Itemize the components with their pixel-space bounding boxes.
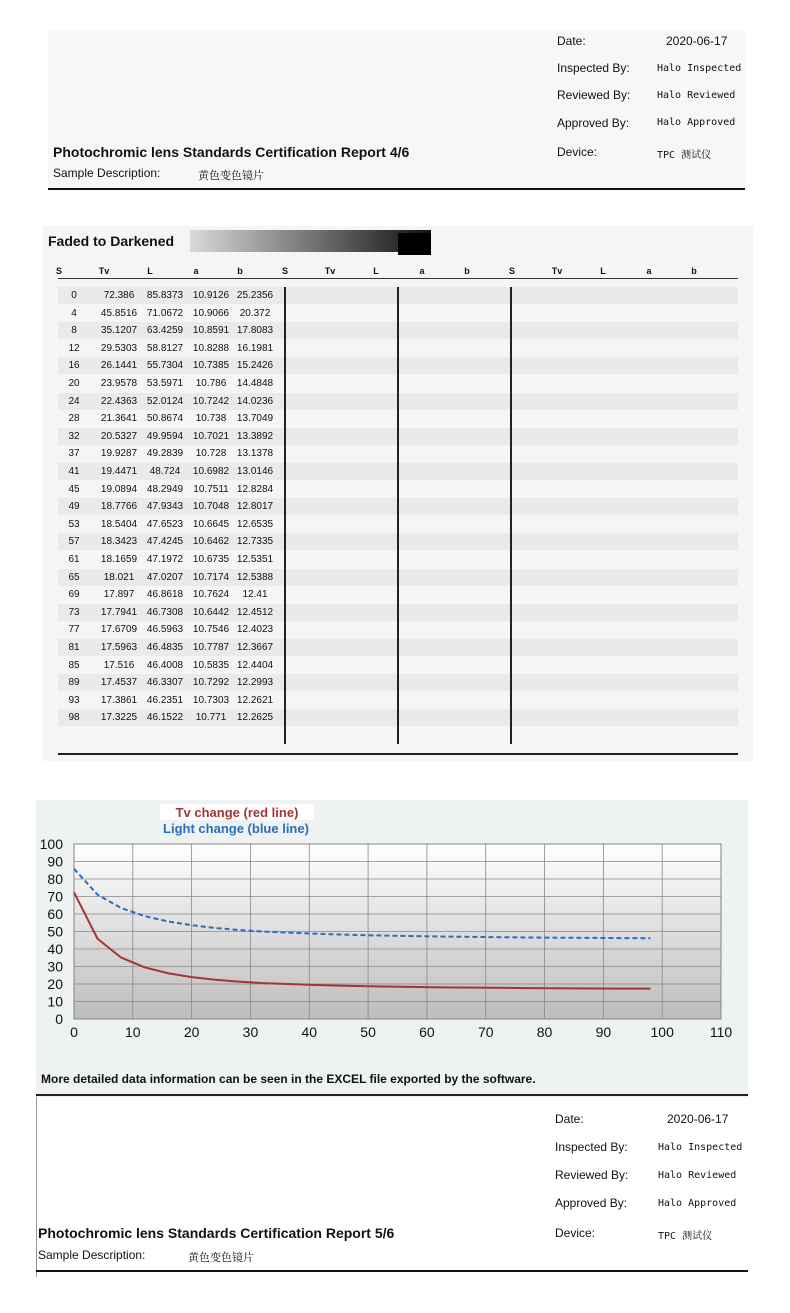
column-header: S — [55, 266, 62, 276]
table-cell: 55.7304 — [146, 360, 184, 372]
column-header: a — [646, 266, 652, 276]
table-cell: 49.9594 — [146, 430, 184, 442]
table-cell: 21.3641 — [100, 413, 138, 425]
column-header: S — [508, 266, 515, 276]
column-divider — [510, 287, 512, 744]
table-cell: 47.6523 — [146, 518, 184, 530]
x-tick-label: 80 — [536, 1024, 553, 1040]
y-tick-label: 90 — [47, 853, 63, 870]
y-tick-label: 30 — [47, 958, 63, 975]
x-tick-label: 10 — [125, 1024, 141, 1040]
table-cell: 12.5388 — [236, 571, 274, 583]
table-cell: 12 — [68, 342, 80, 354]
table-cell: 10.738 — [195, 413, 227, 425]
table-cell: 18.5404 — [100, 518, 138, 530]
table-cell: 14.4848 — [236, 378, 274, 389]
table-cell: 49 — [68, 501, 80, 513]
inspected-by-label: Inspected By: — [557, 61, 630, 75]
device-label: Device: — [557, 145, 598, 159]
table-cell: 10.771 — [195, 712, 227, 724]
gradient-bar — [190, 230, 431, 252]
table-cell: 19.4471 — [100, 466, 138, 477]
column-header: b — [237, 266, 243, 276]
column-header: Tv — [98, 266, 110, 276]
table-cell: 10.6645 — [192, 518, 230, 530]
table-cell: 46.2351 — [146, 694, 184, 706]
reviewed-by-label: Reviewed By: — [557, 88, 631, 102]
table-cell: 14.0236 — [236, 395, 274, 407]
table-cell: 17.7941 — [100, 606, 138, 618]
table-cell: 12.4023 — [236, 624, 274, 636]
table-cell: 35.1207 — [100, 325, 138, 337]
table-cell: 69 — [68, 589, 80, 601]
y-tick-label: 60 — [47, 906, 63, 922]
table-cell: 47.9343 — [146, 501, 184, 513]
table-cell: 13.1378 — [236, 448, 274, 460]
table-cell: 17.8083 — [236, 325, 274, 337]
table-cell: 17.516 — [103, 659, 135, 671]
report-title: Photochromic lens Standards Certification Report 4/6 — [53, 144, 410, 160]
column-header: a — [419, 266, 425, 276]
column-header: a — [193, 266, 199, 276]
table-cell: 0 — [71, 290, 77, 301]
header-divider — [36, 1270, 748, 1272]
table-cell: 46.7308 — [146, 606, 184, 618]
table-cell: 10.6735 — [192, 554, 230, 565]
table-cell: 12.5351 — [236, 554, 274, 565]
table-cell: 17.3861 — [100, 694, 138, 706]
page-left-border — [36, 1097, 37, 1277]
column-header: b — [464, 266, 470, 276]
chart-panel — [36, 800, 748, 1097]
table-cell: 13.7049 — [236, 413, 274, 425]
table-cell: 23.9578 — [100, 378, 138, 389]
table-cell: 10.5835 — [192, 659, 230, 671]
table-cell: 46.5963 — [146, 624, 184, 636]
report-header-4 — [48, 30, 745, 190]
table-cell: 22.4363 — [100, 395, 138, 407]
date-value: 2020-06-17 — [666, 34, 728, 48]
table-cell: 20 — [68, 378, 80, 389]
column-divider — [397, 287, 399, 744]
table-cell: 12.4404 — [236, 659, 274, 671]
table-cell: 32 — [68, 430, 80, 442]
x-tick-label: 60 — [419, 1024, 435, 1040]
column-header: b — [691, 266, 697, 276]
table-cell: 20.5327 — [100, 430, 138, 442]
y-tick-label: 10 — [47, 993, 63, 1010]
table-cell: 47.1972 — [146, 554, 184, 565]
report-title: Photochromic lens Standards Certification Report 5/6 — [38, 1225, 395, 1241]
table-cell: 17.6709 — [100, 624, 138, 636]
chart-title-light: Light change (blue line) — [163, 821, 309, 836]
table-cell: 93 — [68, 694, 80, 706]
reviewed-by-label: Reviewed By: — [555, 1168, 629, 1182]
table-cell: 18.1659 — [100, 554, 138, 565]
table-cell: 46.4008 — [146, 659, 184, 671]
column-header: L — [600, 266, 606, 276]
table-cell: 47.4245 — [146, 536, 184, 548]
column-header: S — [281, 266, 288, 276]
table-cell: 18.3423 — [100, 536, 138, 548]
table-cell: 16.1981 — [236, 342, 274, 354]
table-cell: 10.9066 — [192, 307, 230, 319]
x-tick-label: 100 — [650, 1024, 674, 1040]
approved-by-value: Halo Approved — [658, 1198, 737, 1209]
table-cell: 10.7546 — [192, 624, 230, 636]
table-cell: 12.8017 — [236, 501, 274, 513]
header-rule — [58, 278, 738, 279]
device-label: Device: — [555, 1226, 596, 1240]
table-cell: 10.9126 — [192, 290, 230, 301]
device-value: TPC 测试仪 — [657, 150, 712, 161]
table-cell: 16 — [68, 360, 80, 372]
table-cell: 19.9287 — [100, 448, 138, 460]
data-table-panel — [43, 226, 753, 761]
table-cell: 53 — [68, 518, 80, 530]
table-cell: 85.8373 — [146, 290, 184, 301]
table-cell: 10.7242 — [192, 395, 230, 407]
table-bottom-rule — [58, 753, 738, 755]
y-tick-label: 40 — [47, 941, 63, 957]
table-cell: 85 — [68, 659, 80, 671]
table-cell: 58.8127 — [146, 342, 184, 354]
y-tick-label: 50 — [47, 923, 63, 940]
table-heading: Faded to Darkened — [48, 233, 175, 249]
x-tick-label: 70 — [477, 1024, 494, 1040]
table-cell: 52.0124 — [146, 395, 184, 407]
table-cell: 41 — [68, 466, 80, 477]
x-tick-label: 110 — [709, 1024, 733, 1040]
table-cell: 12.8284 — [236, 483, 274, 495]
table-cell: 37 — [68, 448, 80, 460]
date-label: Date: — [555, 1112, 584, 1126]
table-cell: 10.728 — [195, 448, 227, 460]
table-cell: 12.2625 — [236, 712, 274, 724]
device-value: TPC 测试仪 — [658, 1231, 713, 1242]
header-divider — [48, 188, 745, 190]
table-cell: 10.6462 — [192, 536, 230, 548]
table-cell: 24 — [68, 395, 80, 407]
table-cell: 10.7624 — [192, 589, 230, 601]
table-cell: 17.5963 — [100, 642, 138, 653]
table-cell: 46.8618 — [146, 589, 184, 601]
table-cell: 47.0207 — [146, 571, 184, 583]
table-cell: 18.7766 — [100, 501, 138, 513]
table-cell: 10.7385 — [192, 360, 230, 372]
table-cell: 10.7303 — [192, 694, 230, 706]
table-cell: 49.2839 — [146, 448, 184, 460]
line-chart — [36, 800, 748, 1070]
table-cell: 48.724 — [149, 466, 181, 477]
table-cell: 13.0146 — [236, 466, 274, 477]
table-cell: 12.2621 — [236, 694, 274, 706]
date-label: Date: — [557, 34, 586, 48]
column-header: L — [147, 266, 153, 276]
y-tick-label: 70 — [47, 888, 63, 905]
y-tick-label: 100 — [39, 836, 63, 852]
approved-by-value: Halo Approved — [657, 117, 736, 128]
column-header: L — [373, 266, 379, 276]
table-cell: 45 — [68, 483, 80, 495]
sample-description-value: 黄色变色镜片 — [198, 170, 264, 182]
x-tick-label: 90 — [595, 1024, 612, 1040]
chart-title-tv: Tv change (red line) — [175, 805, 299, 820]
report-header-5 — [36, 1097, 748, 1273]
table-cell: 17.3225 — [100, 712, 138, 724]
y-tick-label: 20 — [47, 976, 63, 992]
sample-description-label: Sample Description: — [53, 166, 161, 180]
table-cell: 17.897 — [103, 589, 135, 601]
table-cell: 77 — [68, 624, 80, 636]
table-cell: 12.6535 — [236, 518, 274, 530]
table-cell: 10.7787 — [192, 642, 230, 653]
table-cell: 72.386 — [103, 290, 135, 301]
table-cell: 98 — [68, 712, 80, 724]
x-tick-label: 50 — [360, 1024, 376, 1040]
table-cell: 10.7511 — [193, 483, 229, 495]
table-cell: 10.7174 — [192, 571, 230, 583]
table-cell: 57 — [68, 536, 80, 548]
table-cell: 46.4835 — [146, 642, 184, 653]
table-cell: 12.4512 — [236, 606, 274, 618]
table-cell: 45.8516 — [100, 307, 138, 319]
table-cell: 10.7292 — [192, 677, 230, 689]
table-cell: 50.8674 — [146, 413, 184, 425]
column-header: Tv — [551, 266, 563, 276]
table-cell: 20.372 — [239, 307, 271, 319]
chart-footnote: More detailed data information can be seen in the EXCEL file exported by the software. — [41, 1072, 536, 1086]
table-cell: 89 — [68, 677, 80, 689]
table-cell: 46.1522 — [146, 712, 184, 724]
table-cell: 12.2993 — [236, 677, 274, 689]
table-cell: 61 — [68, 554, 80, 565]
table-cell: 65 — [68, 571, 80, 583]
sample-description-label: Sample Description: — [38, 1248, 146, 1262]
date-value: 2020-06-17 — [667, 1112, 729, 1126]
reviewed-by-value: Halo Reviewed — [658, 1170, 737, 1181]
table-cell: 12.7335 — [236, 536, 274, 548]
inspected-by-value: Halo Inspected — [658, 1142, 743, 1153]
table-cell: 29.5303 — [100, 342, 138, 354]
reviewed-by-value: Halo Reviewed — [657, 90, 736, 101]
table-cell: 19.0894 — [100, 483, 138, 495]
table-cell: 63.4259 — [146, 325, 184, 337]
table-cell: 48.2949 — [146, 483, 184, 495]
table-cell: 15.2426 — [236, 360, 274, 372]
table-cell: 18.021 — [103, 571, 135, 583]
column-header: Tv — [324, 266, 336, 276]
sample-description-value: 黄色变色镜片 — [188, 1252, 254, 1264]
inspected-by-label: Inspected By: — [555, 1140, 628, 1154]
table-cell: 10.7048 — [192, 501, 230, 513]
table-cell: 10.7021 — [192, 430, 230, 442]
y-tick-label: 80 — [47, 871, 63, 887]
table-cell: 10.6982 — [192, 466, 230, 477]
table-cell: 13.3892 — [236, 430, 274, 442]
approved-by-label: Approved By: — [555, 1196, 628, 1210]
table-cell: 26.1441 — [100, 360, 138, 372]
table-cell: 10.8288 — [192, 342, 230, 354]
table-cell: 12.3667 — [236, 642, 274, 653]
table-cell: 4 — [71, 307, 77, 319]
table-cell: 8 — [71, 325, 77, 337]
table-cell: 10.6442 — [192, 606, 230, 618]
column-divider — [284, 287, 286, 744]
y-tick-label: 0 — [55, 1011, 63, 1027]
table-cell: 10.8591 — [192, 325, 230, 337]
table-cell: 53.5971 — [146, 378, 184, 389]
x-tick-label: 20 — [183, 1024, 200, 1040]
x-tick-label: 30 — [242, 1024, 259, 1040]
gradient-bar-end — [398, 233, 431, 255]
table-cell: 17.4537 — [100, 677, 138, 689]
x-tick-label: 0 — [70, 1024, 78, 1040]
table-cell: 25.2356 — [236, 290, 274, 301]
chart-bottom-rule — [36, 1094, 748, 1096]
x-tick-label: 40 — [301, 1024, 318, 1040]
table-cell: 12.41 — [242, 589, 268, 601]
table-cell: 81 — [68, 642, 80, 653]
approved-by-label: Approved By: — [557, 116, 630, 130]
table-cell: 10.786 — [195, 378, 227, 389]
table-cell: 28 — [68, 413, 80, 425]
table-cell: 46.3307 — [146, 677, 184, 689]
inspected-by-value: Halo Inspected — [657, 63, 742, 74]
table-cell: 73 — [68, 606, 80, 618]
table-cell: 71.0672 — [146, 307, 184, 319]
